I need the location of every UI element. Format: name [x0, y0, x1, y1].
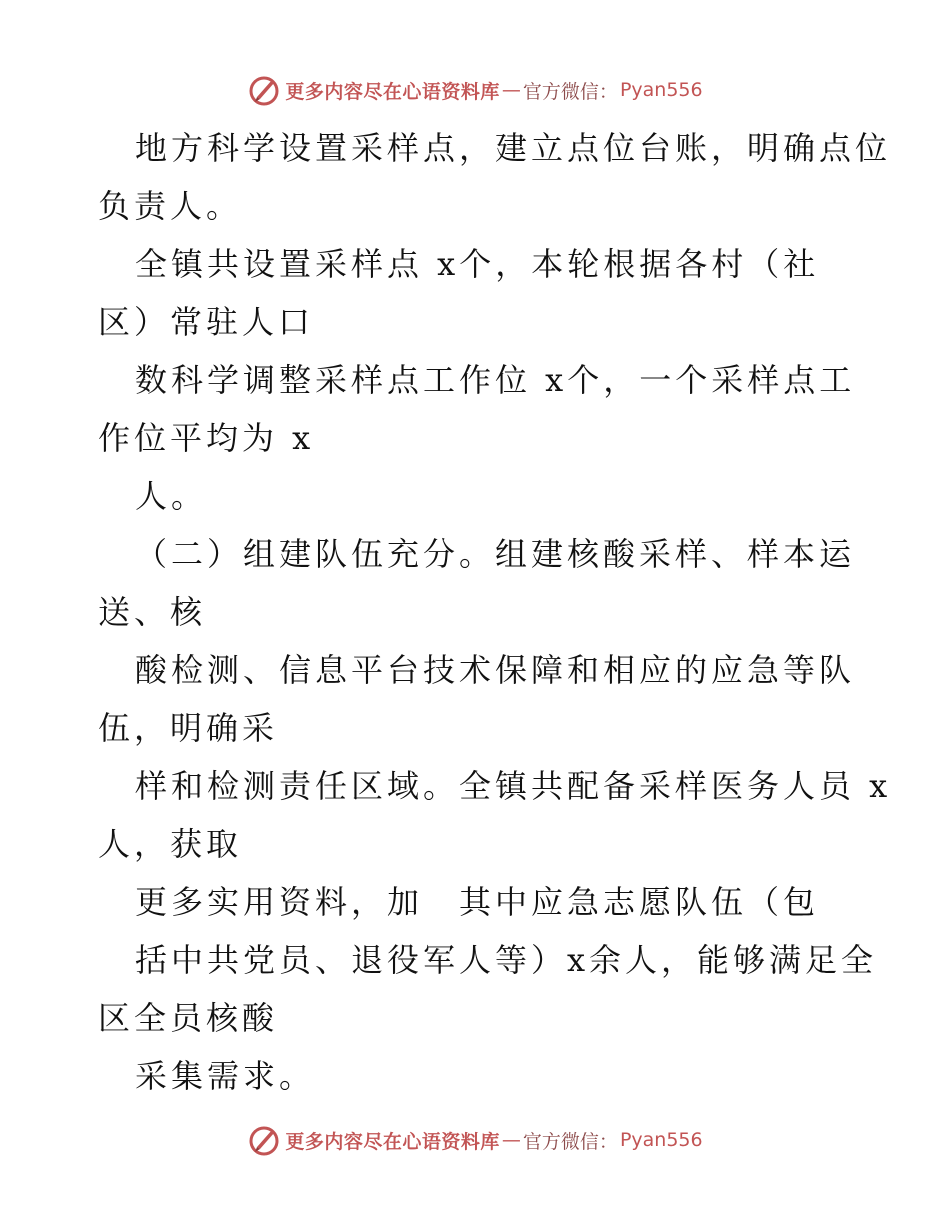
- watermark-wechat-id: Pyan556: [619, 79, 703, 101]
- body-line: 更多实用资料，加 其中应急志愿队伍（包: [135, 883, 820, 921]
- body-line: 人。: [135, 477, 208, 515]
- body-line: 区全员核酸: [98, 999, 279, 1037]
- body-line: 人，获取: [98, 825, 243, 863]
- watermark-official-label: 官方微信：: [522, 80, 618, 103]
- body-line: 采集需求。: [135, 1057, 316, 1095]
- watermark-wechat-id: Pyan556: [619, 1129, 703, 1151]
- body-line: 区）常驻人口: [98, 303, 315, 341]
- header-watermark: [0, 70, 950, 110]
- body-line: 样和检测责任区域。全镇共配备采样医务人员 x: [135, 767, 892, 805]
- body-line: 作位平均为 x: [98, 419, 315, 457]
- watermark-main-text: 更多内容尽在心语资料库: [285, 1130, 500, 1153]
- body-line: 负责人。: [98, 187, 243, 225]
- body-line: 伍，明确采: [98, 709, 279, 747]
- watermark-official-label: 官方微信：: [522, 1130, 618, 1153]
- footer-watermark: [0, 1120, 950, 1160]
- quill-badge-icon: [247, 73, 281, 107]
- body-line: 括中共党员、退役军人等）x余人，能够满足全: [135, 941, 878, 979]
- body-line: 地方科学设置采样点，建立点位台账，明确点位: [135, 129, 892, 167]
- quill-badge-icon: [247, 1123, 281, 1157]
- body-line: 数科学调整采样点工作位 x个，一个采样点工: [135, 361, 856, 399]
- body-line: 送、核: [98, 593, 207, 631]
- watermark-main-text: 更多内容尽在心语资料库: [285, 80, 500, 103]
- watermark-dash: —: [501, 79, 521, 101]
- body-line: 酸检测、信息平台技术保障和相应的应急等队: [135, 651, 856, 689]
- body-line: 全镇共设置采样点 x个，本轮根据各村（社: [135, 245, 820, 283]
- section-heading: （二）组建队伍充分。组建核酸采样、样本运: [135, 535, 856, 573]
- watermark-dash: —: [501, 1129, 521, 1151]
